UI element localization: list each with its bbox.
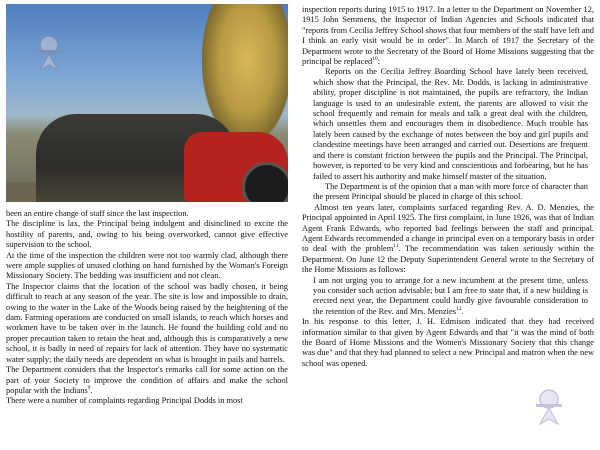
crest-icon (532, 386, 566, 426)
left-text-column (6, 209, 288, 407)
right-text: Almost ten years later, complaints surfaced regarding Rev. A. D. Menzies, the Principal appointed in April 1925. The first complaint, in June 1926, was that of Indian Agent Frank Edwards, who reported bad feelings between the staff and principal. Agent Edwards recommended a change in principal even on a temporary basis in order to deal with the problem (302, 202, 594, 254)
footnote-ref: 12 (455, 305, 462, 312)
quote-paragraph: The Department is of the opinion that a man with more force of character than the present Principal should be placed in charge of this school. (313, 181, 588, 202)
left-text: The Department considers that the Inspector's remarks call for some action on the part of your Society to improve the condition of affairs and make the school popular with the Indians (6, 365, 288, 395)
archival-photo (6, 4, 288, 202)
quote-paragraph: I am not urging you to arrange for a new incumbent at the present time, unless you consider such action advisable; but I am free to state that, if a new building is erected next year, the Department could hardly give favourable consideration to the retention of the Rev. and Mrs. Menzies$^{12}$. (313, 275, 588, 316)
right-text: . The recommendation was taken seriously within the Department. On June 12 the Deputy Superintendent General wrote to the Secretary of the Home Missions as follows: (302, 244, 595, 275)
left-paragraph: There were a number of complaints regarding Principal Dodds in most (6, 396, 243, 406)
right-paragraph (302, 203, 594, 276)
left-paragraph: The Department considers that the Inspector's remarks call for some action on the part of your Society to improve the condition of affairs and make the school popular with the Indians$^9$. (6, 365, 288, 395)
right-paragraph: inspection reports during 1915 to 1917. In a letter to the Department on November 12, 1915 John Semmens, the Inspector of Indian Agencies and Schools indicated that "reports from Cecilia Jeffrey School shows that four members of the staff have left and I think an early visit would be in order". In March of 1917 the Secretary of the Department wrote to the Secretary of the Board of Home Missions suggesting that the principal be replaced$^{10}$: (302, 5, 594, 67)
crest-icon (32, 32, 66, 72)
block-quote (313, 276, 588, 318)
photo-tractor-wheel (242, 162, 288, 202)
left-paragraph: been an entire change of staff since the last inspection. (6, 209, 189, 218)
footnote-ref: 11 (393, 243, 399, 250)
right-text-column (302, 5, 594, 369)
footnote-ref: 10 (372, 56, 378, 63)
left-paragraph: The discipline is lax, the Principal being indulgent and disinclined to excite the hostility of parents, and, owing to his being overworked, cannot give effective supervision to the school. (6, 219, 288, 250)
left-paragraph: The Inspector claims that the location of the school was badly chosen, it being difficult to reach at any season of the year. The site is low and impossible to drain, owing to the water in the Lake of the Woods being raised by the heightening of the dam. Farming operations are conducted on small islands, to reach which horses and workmen have to be taken over in the launch. He found the building cold and no proper precaution taken to retain the heat and, although this is comparatively a new school, it is badly in need of repairs for lack of attention. They have no systematic water supply; the daily needs are dependent on what is brought in pails and barrels. (6, 281, 288, 364)
quote-text: I am not urging you to arrange for a new incumbent at the present time, unless you consider such action advisable; but I am free to state that, if a new building is erected next year, the Department could hardly give favourable consideration to the retention of the Rev. and Mrs. Menzies (313, 275, 588, 316)
left-paragraph: At the time of the inspection the children were not too warmly clad, although there were ample supplies of unused clothing on hand furnished by the Woman's Foreign Missionary Society. The bedding was insufficient and not clean. (6, 250, 288, 281)
footnote-ref: 9 (87, 385, 91, 392)
right-text: inspection reports during 1915 to 1917. In a letter to the Department on November 12, 1915 John Semmens, the Inspector of Indian Agencies and Schools indicated that "reports from Cecilia Jeffrey School shows that four members of the staff have left and I think an early visit would be in order". In March of 1917 the Secretary of the Department wrote to the Secretary of the Board of Home Missions suggesting that the principal be replaced (302, 5, 594, 67)
block-quote (313, 67, 588, 202)
right-paragraph: In his response to this letter, J. H. Edmison indicated that they had received information similar to that given by Agent Edwards and that "it was the mind of both the Board of Home Missions and the Women's Missionary Society that this change was due" and that they had planned to select a new Principal and matron when the new school was opened. (302, 317, 594, 368)
quote-paragraph: Reports on the Cecilia Jeffrey Boarding School have lately been received, which show that the Principal, the Rev. Mr. Dodds, is lacking in administrative ability, proper discipline is not maintained, the pupils are refractory, the Indian language is used to an undesirable extent, the parents are allowed to visit the school frequently and remain for meals and talk a great deal with the children, which unsettles them and encourages them in disobedience. Much trouble has lately been caused by the exchange of notes between the boy and girl pupils and clandestine meetings have been arranged and carried out. Desertions are frequent and there is constant friction between the pupils and the Principal. The Principal, however, is reported to be very kind and conscientious and forbearing, but he has failed to assert his authority and make himself master of the situation. (313, 67, 588, 181)
